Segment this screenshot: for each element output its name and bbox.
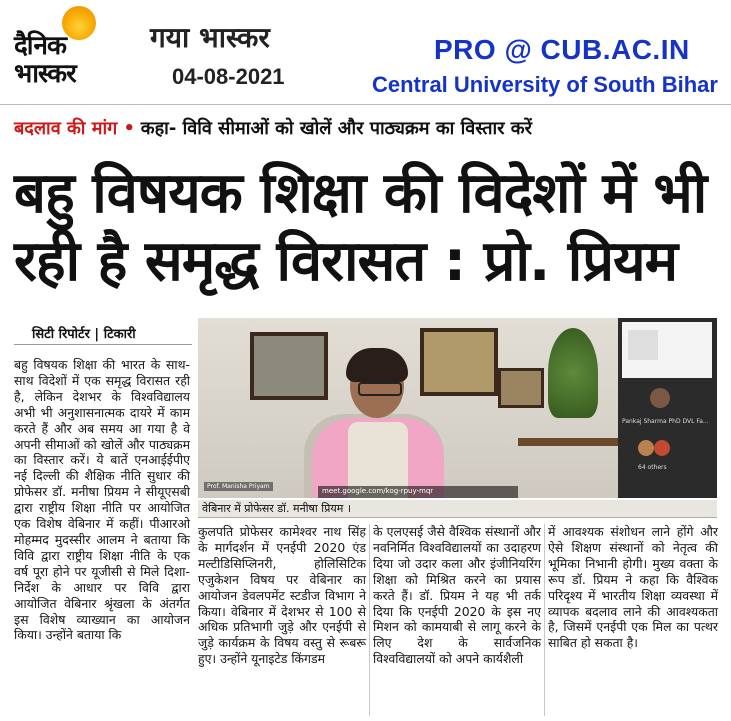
university-name: Central University of South Bihar xyxy=(372,72,718,97)
article-column-3: के एलएसई जैसे वैश्विक संस्थानों और नवनिर्मित विश्वविद्यालयों का उदाहरण दिया जो उदार कला और इंजीनियरिंग शिक्षा को मिश्रित करने का प्रयास करते हैं। डॉ. प्रियम ने यह भी तर्क दिया कि एनईपी 2020 के इस नए मिशन को कामयाबी से लागू करने के लिए देश के सार्वजनिक विश्वविद्यालयों को अपने कार्यशैली xyxy=(373,524,541,667)
edition-name: गया भास्कर xyxy=(150,21,270,54)
article-column-2: कुलपति प्रोफेसर कामेश्वर नाथ सिंह के मार्गदर्शन में एनईपी 2020 एंड मल्टीडिसिप्लिनरी, होलिसिटिक एजुकेशन विषय पर वेबिनार का आयोजन डेवलपमेंट स्टडीज विभाग ने किया। वेबिनार में देशभर से 100 से अधिक प्रतिभागी जुड़े और एनईपी से जुड़े कार्यक्रम के विषय वस्तु से रूबरू हुए। उन्होंने यूनाइटेड किंगडम xyxy=(198,524,366,667)
photo-caption: वेबिनार में प्रोफेसर डॉ. मनीषा प्रियम । xyxy=(198,500,717,518)
header-divider xyxy=(0,104,731,105)
headline: बहु विषयक शिक्षा की विदेशों में भी रही है समृद्ध विरासत : प्रो. प्रियम xyxy=(14,161,707,294)
pro-email: PRO @ CUB.AC.IN xyxy=(434,34,690,65)
kicker xyxy=(14,116,532,140)
kicker-text: कहा- विवि सीमाओं को खोलें और पाठ्यक्रम का विस्तार करें xyxy=(140,118,532,139)
logo-text-line2: भास्कर xyxy=(14,59,76,89)
publication-date: 04-08-2021 xyxy=(172,64,285,89)
others-count: 64 others xyxy=(638,464,667,471)
wall-painting-1 xyxy=(250,332,328,400)
speaker-hair xyxy=(346,348,408,382)
slide-thumbnail xyxy=(622,322,712,378)
sun-icon xyxy=(62,6,96,40)
meet-toolbar xyxy=(318,486,518,498)
article-column-1: बहु विषयक शिक्षा की भारत के साथ-साथ विदेशों में एक समृद्ध विरासत रही है, लेकिन देशभर के विश्वविद्यालय अभी भी अनुशासनात्मक दायरे में काम करते हैं और अब समय आ गया है वे अपनी सीमाओं को खोलें और पाठ्यक्रम का विस्तार करें। ये बातें एनआईईपीए नई दिल्ली की शैक्षिक नीति सुधार की प्रोफेसर डॉ. मनीषा प्रियम ने सीयूएसबी द्वारा राष्ट्रीय शिक्षा नीति पर आयोजित एक विशेष वेबिनार में कहीं। पीआरओ मोहम्मद मुदस्सीर आलम ने बताया कि विवि द्वारा राष्ट्रीय शिक्षा नीति के एक वर्ष पूरा होने पर यूजीसी से मिले दिशा-निर्देश के आधार पर विवि द्वारा आयोजित वेबिनार श्रृंखला के अंतर्गत इस विशेष व्याख्यान का आयोजन किया। उन्होंने बताया कि xyxy=(14,357,190,643)
plant xyxy=(548,328,598,418)
column-divider xyxy=(544,524,545,716)
article-column-4: में आवश्यक संशोधन लाने होंगे और ऐसे शिक्षण संस्थानों को नेतृत्व की भूमिका निभानी होगी। मुख्य वक्ता के रूप डॉ. प्रियम ने कहा कि वैश्विक परिदृश्य में भारतीय शिक्षा व्यवस्था में व्यापक बदलाव लाने की आवश्यकता है, जिसमें एनईपी एक मिल का पत्थर साबित हो सकता है। xyxy=(548,524,718,651)
participant-avatar-2 xyxy=(638,440,654,456)
dainik-bhaskar-logo xyxy=(14,6,136,90)
logo-text-line1: दैनिक xyxy=(14,31,66,61)
presenter-label: Prof. Manisha Priyam xyxy=(204,482,273,491)
kicker-label: बदलाव की मांग • xyxy=(14,118,136,139)
column-divider xyxy=(369,524,370,716)
webinar-photo xyxy=(198,318,717,498)
participant-name: Pankaj Sharma PhD DVL Fa... xyxy=(622,418,709,425)
participant-avatar xyxy=(650,388,670,408)
glasses-icon xyxy=(358,382,402,396)
participant-avatar-3 xyxy=(654,440,670,456)
meeting-url: meet.google.com/kog-rpuy-mqr xyxy=(322,487,434,495)
wall-painting-3 xyxy=(498,368,544,408)
wall-painting-2 xyxy=(420,328,498,396)
byline: सिटी रिपोर्टर | टिकारी xyxy=(32,327,136,342)
shelf xyxy=(518,438,618,446)
